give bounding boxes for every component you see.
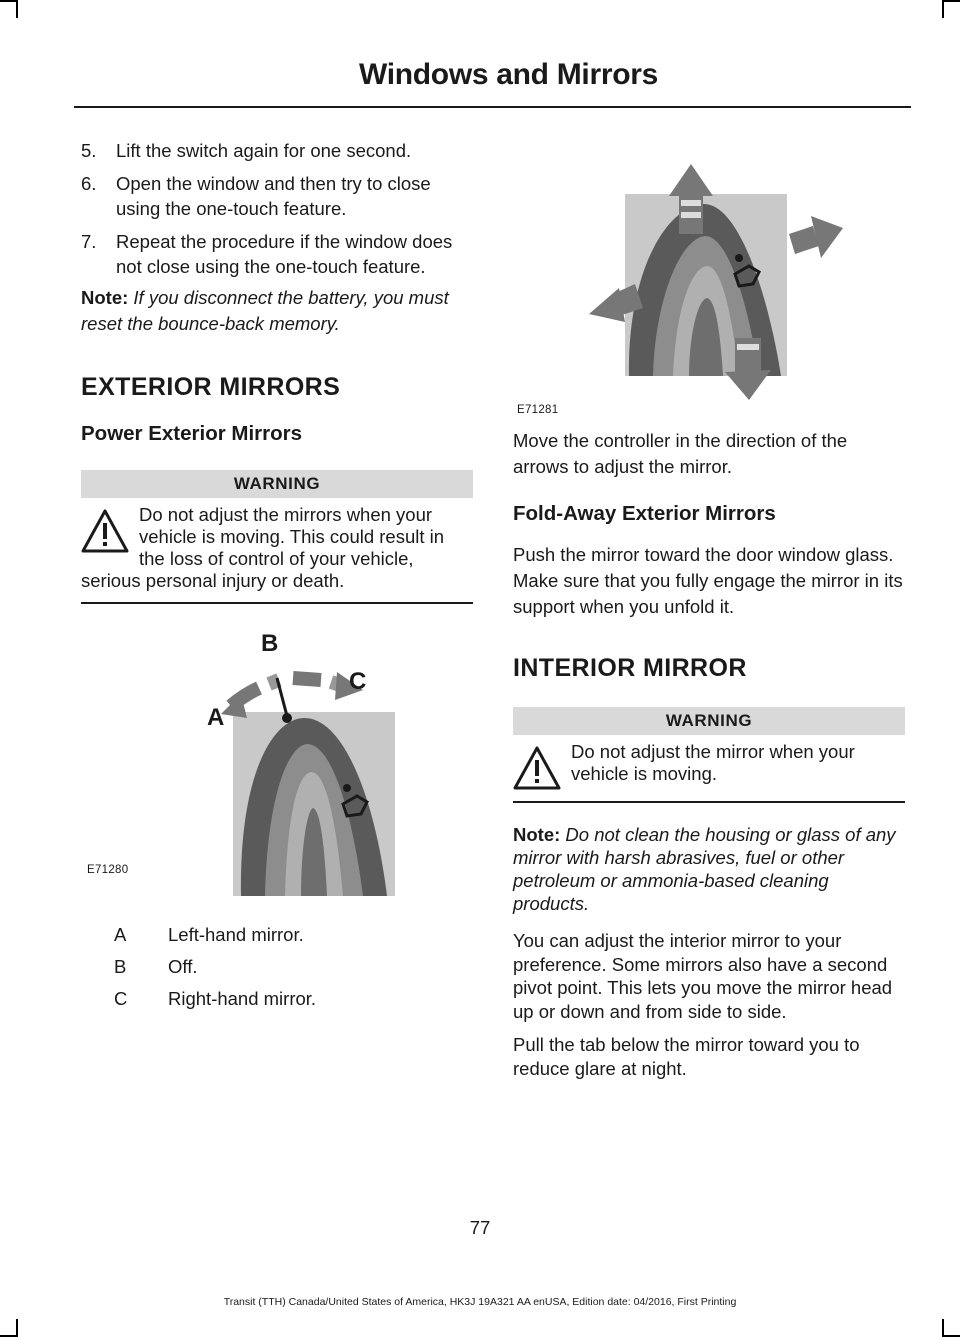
note-label: Note: [513, 824, 561, 845]
crop-mark [16, 1319, 18, 1337]
mirror-selector-figure [81, 628, 473, 896]
figure-code: E71280 [87, 864, 129, 876]
step-text: Repeat the procedure if the window does not close using the one-touch feature. [116, 231, 453, 277]
mirror-legend [81, 924, 473, 1010]
crop-mark [16, 0, 18, 18]
left-column [81, 138, 473, 1020]
crop-mark [942, 0, 960, 2]
warning-heading: WARNING [81, 470, 473, 498]
list-item [81, 229, 473, 279]
crop-mark [942, 0, 944, 18]
list-item [81, 138, 473, 163]
warning-triangle-icon [81, 508, 129, 554]
legend-value: Left-hand mirror. [168, 924, 304, 945]
note-text: If you disconnect the battery, you must reset the bounce-back memory. [81, 287, 449, 334]
legend-row [81, 988, 473, 1010]
warning-text: Do not adjust the mirror when your vehicle is moving. [571, 741, 855, 784]
note-label: Note: [81, 287, 129, 308]
section-title-exterior-mirrors: EXTERIOR MIRRORS [81, 373, 341, 401]
battery-note [81, 285, 473, 337]
callout-c: C [349, 668, 367, 695]
tab-text: Pull the tab below the mirror toward you to reduce glare at night. [513, 1034, 860, 1079]
legend-row [81, 956, 473, 978]
callout-a: A [207, 704, 225, 731]
warning-body [81, 498, 473, 602]
legend-value: Off. [168, 956, 198, 977]
warning-heading: WARNING [513, 707, 905, 735]
step-number: 5. [81, 140, 97, 161]
controller-instructions: Move the controller in the direction of the arrows to adjust the mirror. [513, 430, 848, 477]
adjust-text: You can adjust the interior mirror to your preference. Some mirrors also have a second pivot point. This lets you move the mirror head up or down and from side to side. [513, 930, 893, 1022]
note-text: Do not clean the housing or glass of any mirror with harsh abrasives, fuel or other petroleum or ammonia-based cleaning products. [513, 824, 896, 914]
cleaning-note [513, 823, 905, 915]
callout-b: B [261, 630, 279, 657]
figure-code: E71281 [517, 404, 559, 416]
legend-value: Right-hand mirror. [168, 988, 317, 1009]
procedure-steps [81, 138, 473, 279]
warning-box [513, 707, 905, 803]
legend-key: A [114, 924, 127, 945]
header-divider [74, 106, 911, 108]
mirror-controller-figure [513, 138, 905, 414]
subsection-title-power-mirrors: Power Exterior Mirrors [81, 422, 303, 445]
legend-key: C [114, 988, 128, 1009]
mirror-controller-illustration [513, 138, 905, 414]
step-text: Lift the switch again for one second. [116, 140, 412, 161]
warning-text: Do not adjust the mirrors when your vehicle is moving. This could result in the loss of control of your vehicle, serious personal injury or death. [81, 504, 445, 591]
legend-row [81, 924, 473, 946]
page-title: Windows and Mirrors [358, 58, 658, 91]
step-text: Open the window and then try to close using the one-touch feature. [116, 173, 431, 219]
list-item [81, 171, 473, 221]
right-column [513, 138, 905, 1080]
warning-box [81, 470, 473, 604]
warning-triangle-icon [513, 745, 561, 791]
step-number: 6. [81, 173, 97, 194]
mirror-selector-illustration [81, 628, 473, 896]
crop-mark [942, 1319, 944, 1337]
foldaway-text: Push the mirror toward the door window glass. Make sure that you fully engage the mirror in its support when you unfold it. [513, 544, 903, 617]
section-title-interior-mirror: INTERIOR MIRROR [513, 654, 747, 682]
warning-body [513, 735, 905, 801]
subsection-title-foldaway: Fold-Away Exterior Mirrors [513, 502, 776, 525]
footer-text: Transit (TTH) Canada/United States of America, HK3J 19A321 AA enUSA, Edition date: 04/2016, First Printing [223, 1296, 737, 1308]
step-number: 7. [81, 231, 97, 252]
page-number: 77 [469, 1217, 491, 1238]
legend-key: B [114, 956, 127, 977]
